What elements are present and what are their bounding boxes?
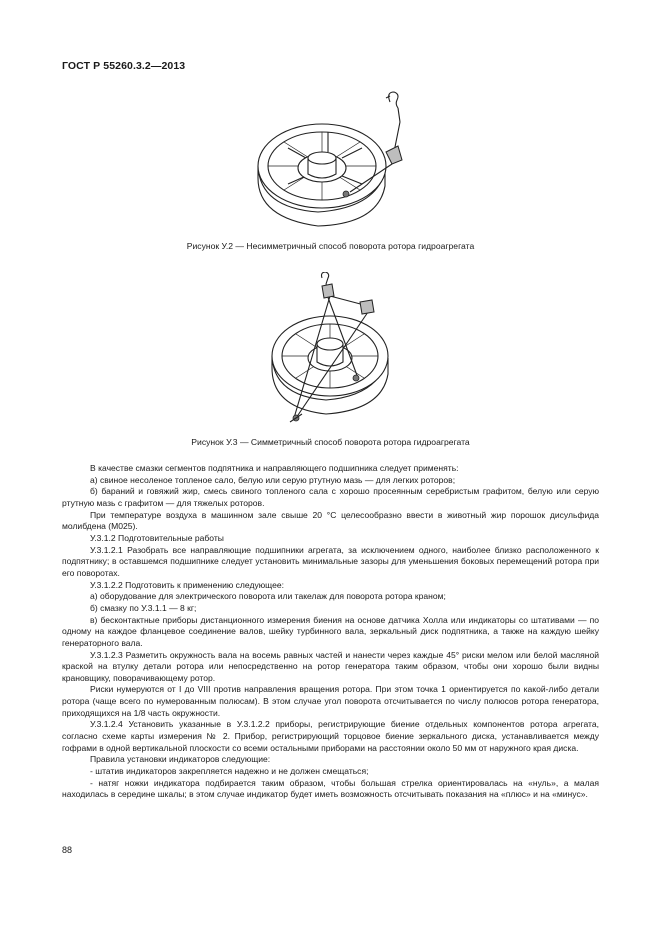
- page-number: 88: [62, 845, 73, 855]
- rotor-asymmetric-drawing: [250, 88, 420, 238]
- paragraph: У.3.1.2.3 Разметить окружность вала на восемь равных частей и нанести через каждые 45° риски мелом или белой масляной краской на втулку детали ротора или непосредственно на ротор генератора таким образом, чтобы они хорошо были видны крановщику, поворачивающему ротор.: [62, 649, 599, 683]
- rotor-symmetric-drawing: [260, 272, 400, 427]
- figure-u2-caption: Рисунок У.2 — Несимметричный способ поворота ротора гидроагрегата: [186, 241, 475, 251]
- paragraph: б) бараний и говяжий жир, смесь свиного топленого сала с хорошо просеянным серебристым графитом, белую или серую ртутную мазь с графитом — для тяжелых роторов.: [62, 486, 599, 508]
- paragraph: Правила установки индикаторов следующие:: [90, 754, 271, 765]
- paragraph: Риски нумеруются от I до VIII против направления вращения ротора. При этом точка 1 ориентируется по какой-либо детали ротора (чаще всего по нумерованным полюсам). В этом случае угол поворота отсчитывается по числу полюсов ротора генератора, приходящихся на 1/8 часть окружности.: [62, 684, 599, 718]
- standard-title: ГОСТ Р 55260.3.2—2013: [62, 60, 186, 72]
- paragraph: - натяг ножки индикатора подбирается таким образом, чтобы большая стрелка ориентировалась на «нуль», а малая находилась в середине шкалы; в этом случае индикатор будет иметь возможность отсчитывать показания на «плюс» и на «минус».: [62, 777, 599, 800]
- paragraph: У.3.1.2.1 Разобрать все направляющие подшипники агрегата, за исключением одного, наиболее близко расположенного к подпятнику; в оставшемся подшипнике следует установить минимальные зазоры для уменьшения боковых перемещений ротора при его поворотах.: [62, 544, 599, 578]
- body-text: [62, 463, 599, 801]
- paragraph: а) свиное несоленое топленое сало, белую или серую ртутную мазь — для легких роторов;: [90, 474, 456, 485]
- figure-u2-illustration: [250, 88, 420, 238]
- paragraph: - штатив индикаторов закрепляется надежно и не должен смещаться;: [90, 766, 369, 777]
- figure-u3-illustration: [260, 272, 400, 427]
- figure-u3-caption: Рисунок У.3 — Симметричный способ поворота ротора гидроагрегата: [191, 437, 470, 447]
- paragraph: в) бесконтактные приборы дистанционного измерения биения на основе датчика Холла или индикаторы со штативами — по одному на каждое фланцевое соединение валов, шейку турбинного вала, зеркальный диск подпятника, а также на каждую шейку генераторного вала.: [62, 614, 599, 648]
- paragraph: б) смазку по У.3.1.1 — 8 кг;: [90, 602, 197, 613]
- paragraph: У.3.1.2.4 Установить указанные в У.3.1.2.2 приборы, регистрирующие биение отдельных компонентов ротора агрегата, согласно схеме карты измерения № 2. Прибор, регистрирующий торцовое биение зеркального диска, устанавливается между гофрами в одной вертикальной плоскости со всеми остальными приборами на расстоянии около 50 мм от наружного края диска.: [62, 719, 599, 753]
- paragraph: При температуре воздуха в машинном зале свыше 20 °С целесообразно ввести в животный жир порошок дисульфида молибдена (М025).: [62, 509, 599, 532]
- paragraph: а) оборудование для электрического поворота или такелаж для поворота ротора краном;: [90, 591, 446, 602]
- paragraph: У.3.1.2.2 Подготовить к применению следующее:: [90, 579, 284, 590]
- section-heading: У.3.1.2 Подготовительные работы: [90, 532, 224, 543]
- paragraph: В качестве смазки сегментов подпятника и направляющего подшипника следует применять:: [90, 463, 459, 473]
